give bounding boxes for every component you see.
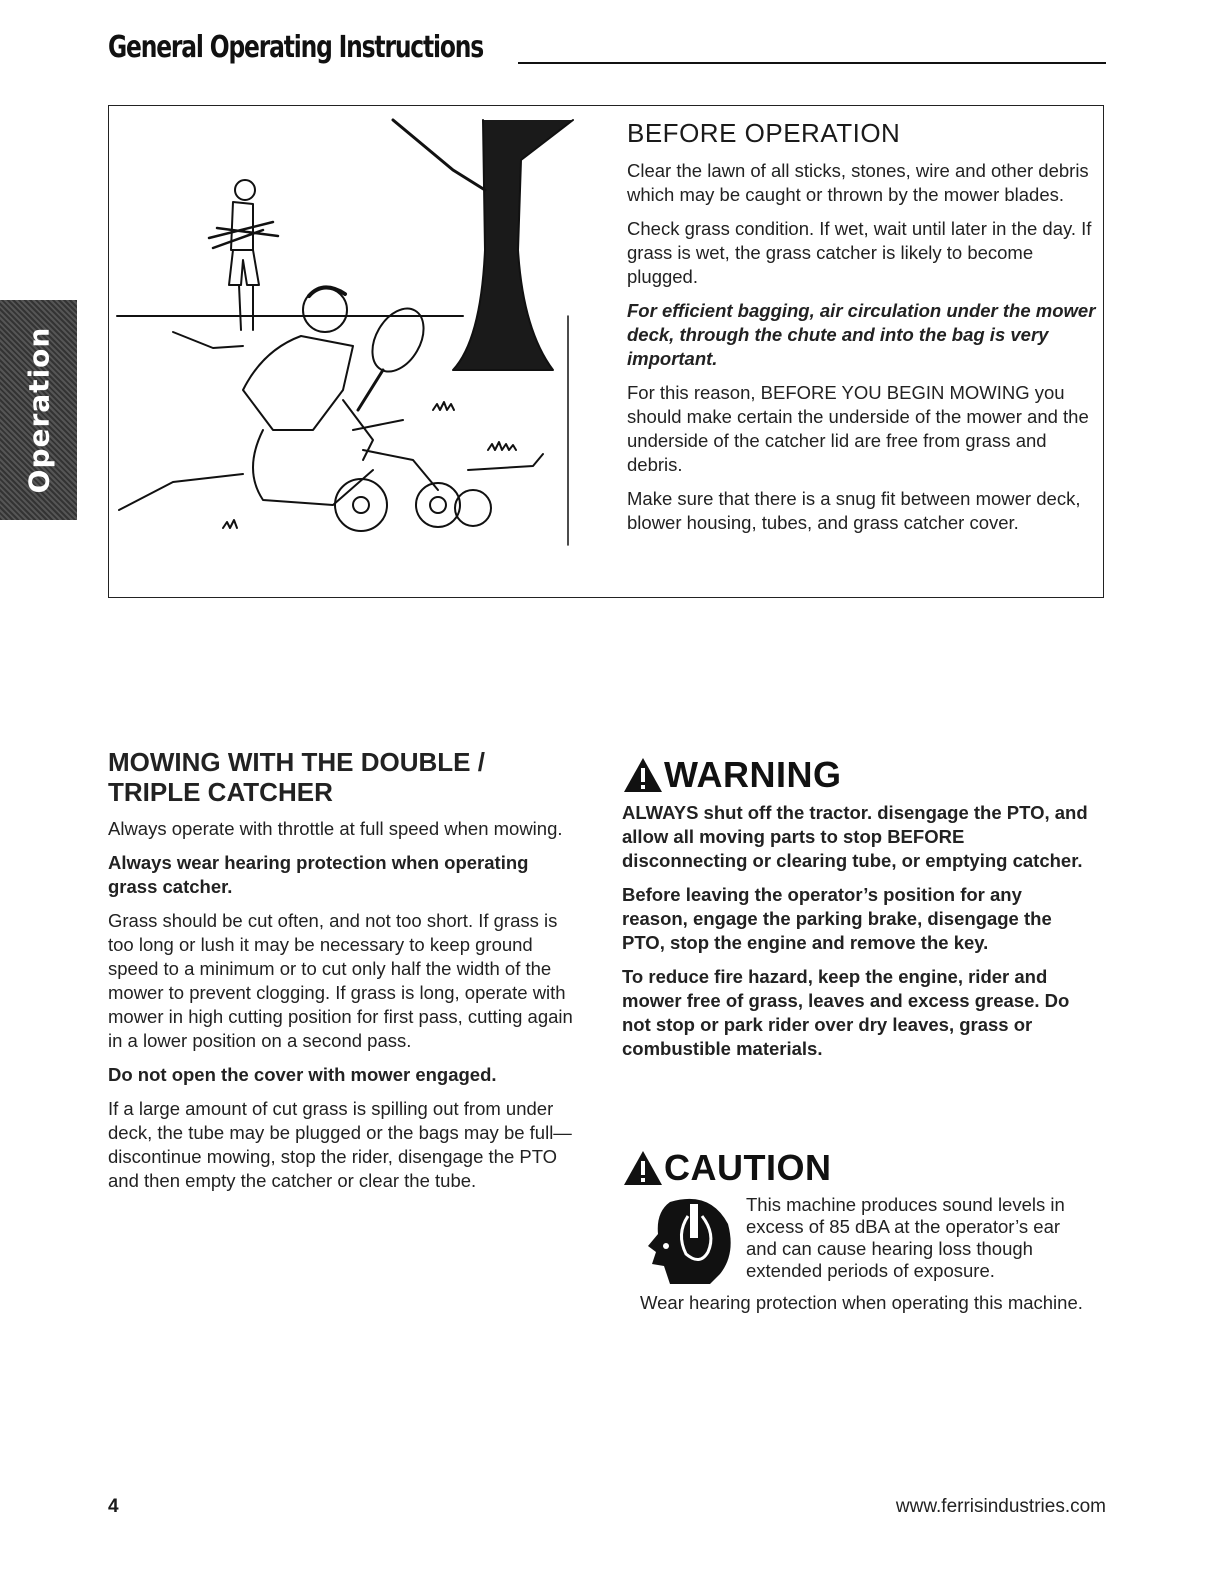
before-operation-heading: BEFORE OPERATION bbox=[627, 118, 901, 148]
side-tab bbox=[0, 300, 77, 520]
yard-cleanup-illustration bbox=[113, 110, 581, 570]
caution-title: CAUTION bbox=[664, 1147, 832, 1188]
header-rule bbox=[518, 62, 1106, 64]
warning-p3: To reduce fire hazard, keep the engine, rider and mower free of grass, leaves and excess grease. Do not stop or park rider over dry leaves, grass or combustible materials. bbox=[622, 966, 1070, 1059]
mowing-section bbox=[108, 747, 576, 1203]
before-operation-p3: For efficient bagging, air circulation under the mower deck, through the chute and into the bag is very important. bbox=[627, 300, 1096, 369]
footer-url: www.ferrisindustries.com bbox=[895, 1496, 1106, 1517]
before-operation-p5: Make sure that there is a snug fit between mower deck, blower housing, tubes, and grass catcher cover. bbox=[627, 488, 1081, 533]
before-operation-p1: Clear the lawn of all sticks, stones, wire and other debris which may be caught or thrown by the mower blades. bbox=[627, 160, 1089, 205]
mowing-p1: Always operate with throttle at full speed when mowing. bbox=[108, 818, 563, 839]
warning-triangle-icon bbox=[622, 756, 664, 794]
mowing-p2: Always wear hearing protection when operating grass catcher. bbox=[108, 852, 529, 897]
warning-title: WARNING bbox=[664, 754, 842, 795]
page-header bbox=[108, 30, 1106, 70]
before-operation-box bbox=[108, 105, 1104, 598]
mowing-heading: MOWING WITH THE DOUBLE / TRIPLE CATCHER bbox=[108, 747, 485, 807]
caution-p2: Wear hearing protection when operating this machine. bbox=[640, 1292, 1083, 1313]
caution-title-row bbox=[622, 1148, 1092, 1188]
warning-p1: ALWAYS shut off the tractor. disengage the PTO, and allow all moving parts to stop BEFORE disconnecting or clearing tube, or emptying catcher. bbox=[622, 802, 1088, 871]
caution-section bbox=[622, 1148, 1092, 1314]
warning-title-row bbox=[622, 755, 1092, 795]
before-operation-text bbox=[627, 118, 1097, 545]
page-number: 4 bbox=[108, 1496, 119, 1517]
side-tab-label: Operation bbox=[22, 326, 55, 494]
warning-section bbox=[622, 755, 1092, 1071]
hearing-protection-icon bbox=[640, 1194, 736, 1286]
warning-p2: Before leaving the operator’s position for any reason, engage the parking brake, disengage the PTO, stop the engine and remove the key. bbox=[622, 884, 1052, 953]
caution-p1: This machine produces sound levels in excess of 85 dBA at the operator’s ear and can cause hearing loss though extended periods of exposure. bbox=[746, 1194, 1065, 1281]
page-title: General Operating Instructions bbox=[108, 30, 484, 65]
caution-triangle-icon bbox=[622, 1149, 664, 1187]
caution-body bbox=[622, 1194, 1092, 1286]
mowing-p5: If a large amount of cut grass is spilling out from under deck, the tube may be plugged or the bags may be full— discontinue mowing, stop the rider, disengage the PTO and then empty the catcher or clear the tube. bbox=[108, 1098, 572, 1191]
before-operation-p2: Check grass condition. If wet, wait until later in the day. If grass is wet, the grass catcher is likely to become plugged. bbox=[627, 218, 1092, 287]
before-operation-p4: For this reason, BEFORE YOU BEGIN MOWING you should make certain the underside of the mower and the underside of the catcher lid are free from grass and debris. bbox=[627, 382, 1089, 475]
mowing-p4: Do not open the cover with mower engaged. bbox=[108, 1064, 497, 1085]
mowing-p3: Grass should be cut often, and not too short. If grass is too long or lush it may be necessary to keep ground speed to a minimum or to cut only half the width of the mower to prevent clogging. If grass is long, operate with mower in high cutting position for first pass, cutting again in a lower position on a second pass. bbox=[108, 910, 573, 1051]
